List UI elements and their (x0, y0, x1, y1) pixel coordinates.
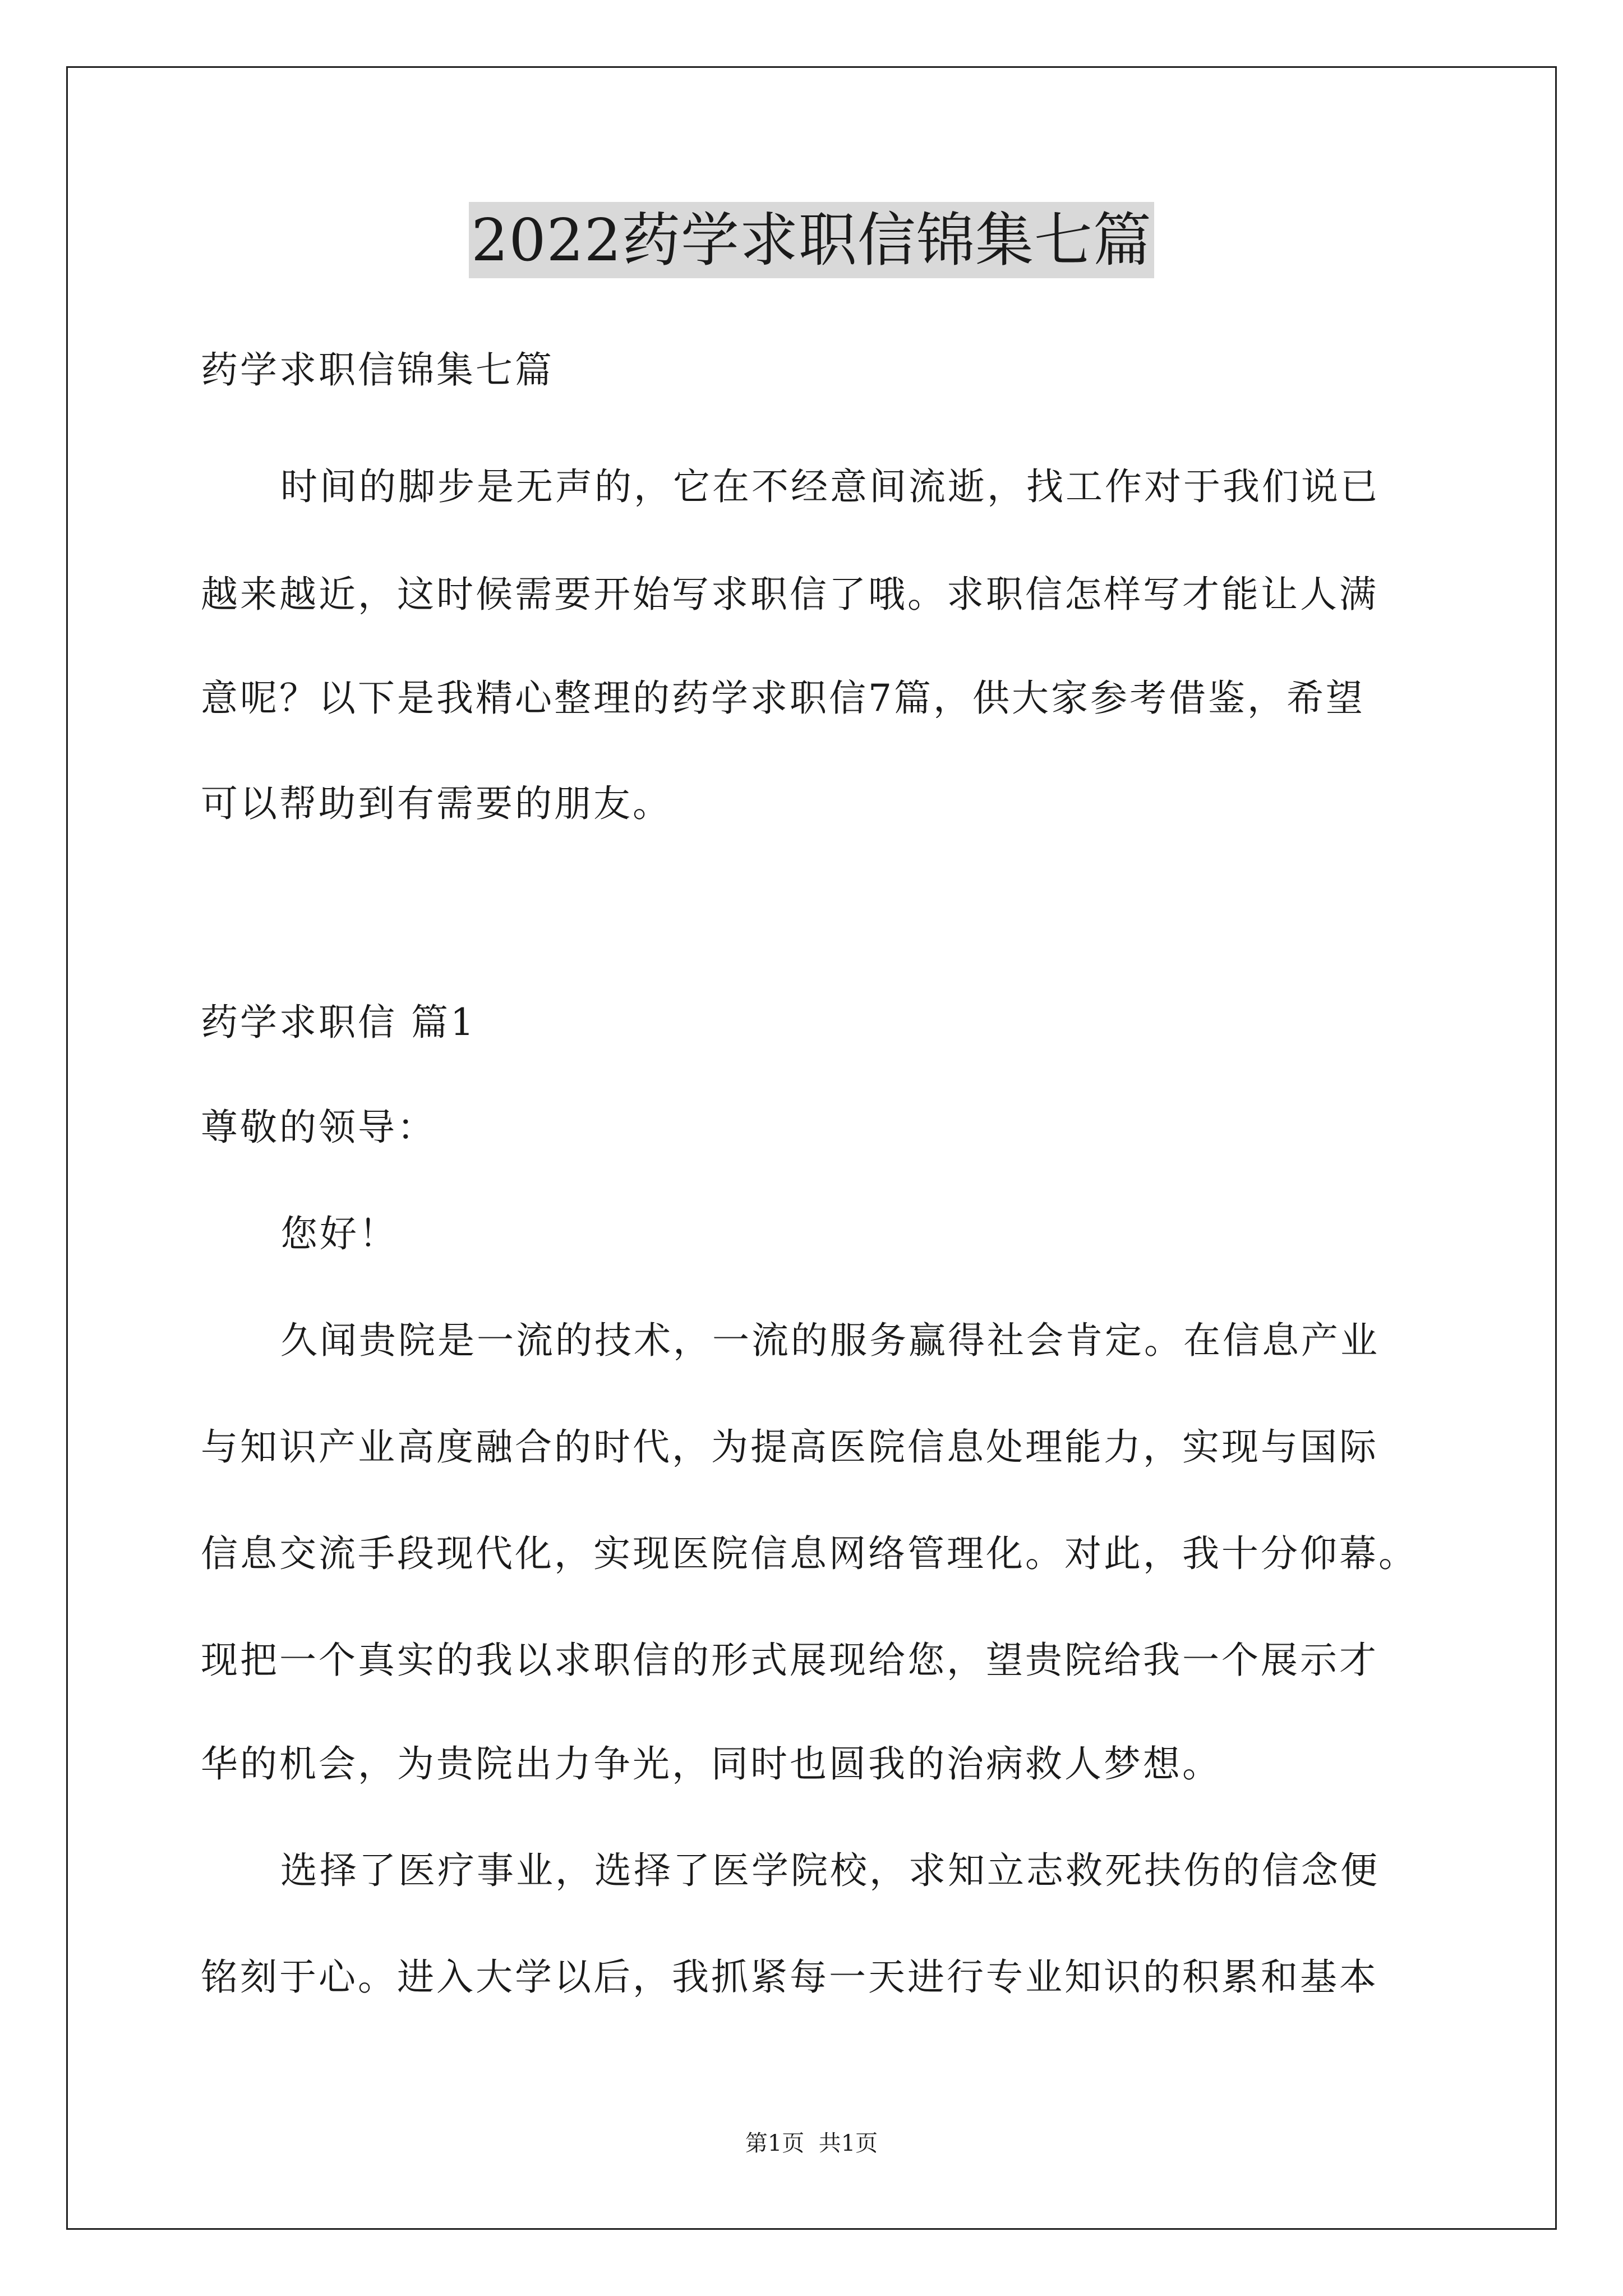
title-container (0, 202, 1623, 278)
text-line: 现把一个真实的我以求职信的形式展现给您，望贵院给我一个展示才 (201, 1639, 1378, 1682)
text-line: 华的机会，为贵院出力争光，同时也圆我的治病救人梦想。 (201, 1742, 1221, 1786)
text-line: 可以帮助到有需要的朋友。 (201, 782, 672, 825)
text-line: 时间的脚步是无声的，它在不经意间流逝，找工作对于我们说已 (280, 465, 1380, 508)
text-line: 与知识产业高度融合的时代，为提高医院信息处理能力，实现与国际 (201, 1425, 1378, 1469)
document-title: 2022药学求职信锦集七篇 (469, 202, 1154, 278)
page-footer: 第1页 共1页 (745, 2131, 878, 2156)
text-line: 意呢？以下是我精心整理的药学求职信7篇，供大家参考借鉴，希望 (201, 677, 1365, 720)
greeting: 您好！ (280, 1212, 398, 1255)
text-line: 信息交流手段现代化，实现医院信息网络管理化。对此，我十分仰幕。 (201, 1532, 1418, 1575)
text-line: 久闻贵院是一流的技术，一流的服务赢得社会肯定。在信息产业 (280, 1319, 1380, 1362)
salutation: 尊敬的领导： (201, 1106, 436, 1149)
text-line: 越来越近，这时候需要开始写求职信了哦。求职信怎样写才能让人满 (201, 573, 1378, 616)
text-line: 选择了医疗事业，选择了医学院校，求知立志救死扶伤的信念便 (280, 1849, 1380, 1892)
subtitle-line: 药学求职信锦集七篇 (201, 348, 554, 392)
section-heading: 药学求职信 篇1 (201, 1001, 476, 1044)
text-line: 铭刻于心。进入大学以后，我抓紧每一天进行专业知识的积累和基本 (201, 1955, 1378, 1999)
